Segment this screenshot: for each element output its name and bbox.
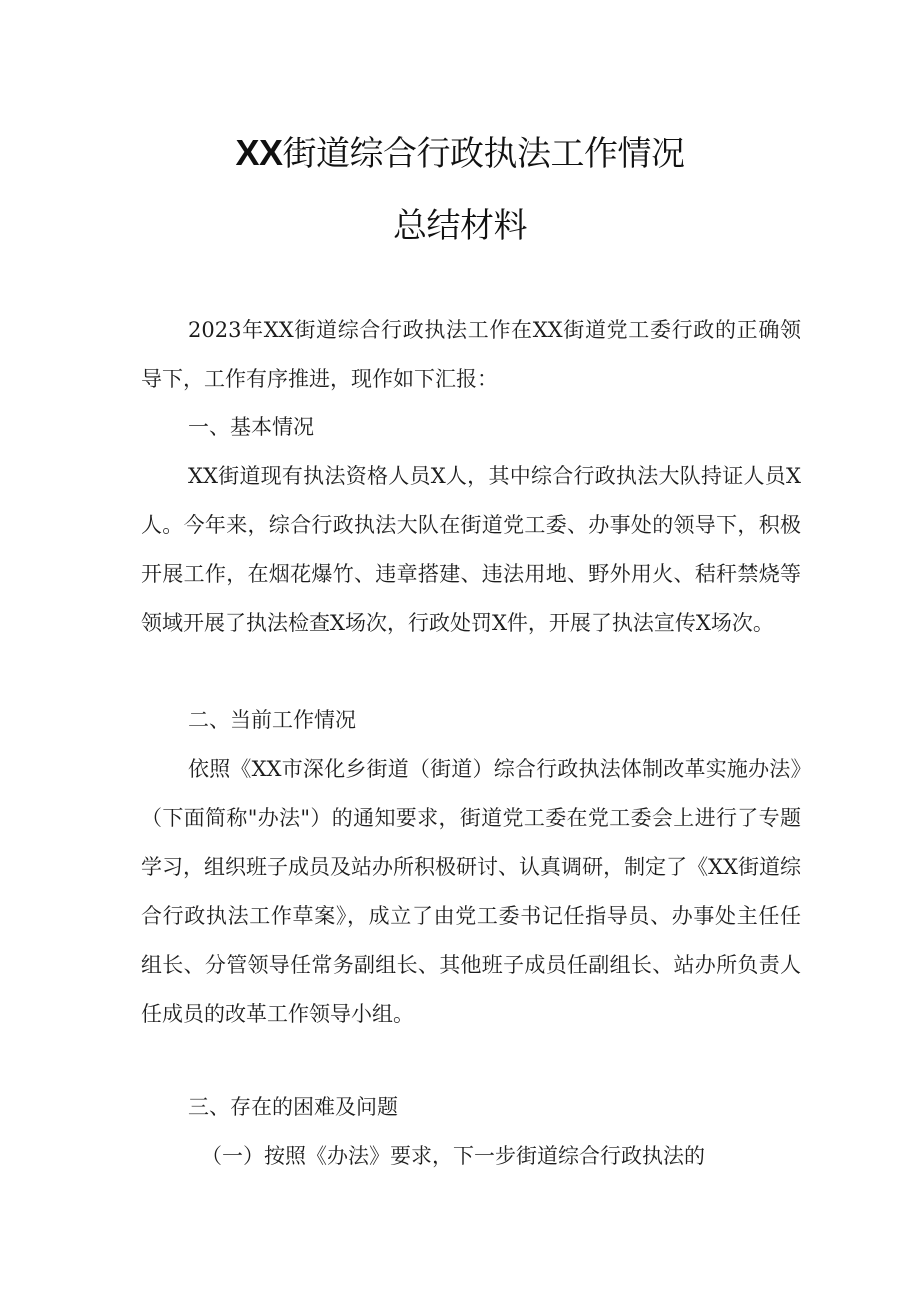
section-heading-problems: 三、存在的困难及问题 [188, 1095, 398, 1119]
current-work-paragraph: 依照《XX市深化乡街道（街道）综合行政执法体制改革实施办法》（下面简称"办法"）的通知要求，街道党工委在党工委会上进行了专题学习，组织班子成员及站办所积极研讨、认真调研，制定了《XX街道综合行政执法工作草案》，成立了由党工委书记任指导员、办事处主任任组长、分管领导任常务副组长、其他班子成员任副组长、站办所负责人任成员的改革工作领导小组。 [141, 757, 801, 1026]
section-heading-basic: 一、基本情况 [188, 415, 314, 439]
basic-situation-paragraph: XX街道现有执法资格人员X人，其中综合行政执法大队持证人员X人。今年来，综合行政执法大队在街道党工委、办事处的领导下，积极开展工作，在烟花爆竹、违章搭建、违法用地、野外用火、秸秆禁烧等领域开展了执法检查X场次，行政处罚X件，开展了执法宣传X场次。 [141, 464, 801, 635]
document-title-line1 [0, 133, 920, 174]
problems-item-1: （一）按照《办法》要求，下一步街道综合行政执法的 [201, 1144, 705, 1168]
section-heading-current: 二、当前工作情况 [188, 708, 356, 732]
title-prefix: XX [235, 132, 283, 173]
document-title-line2: 总结材料 [393, 206, 527, 246]
title-main: 街道综合行政执法工作情况 [282, 134, 685, 174]
intro-paragraph: 2023年XX街道综合行政执法工作在XX街道党工委行政的正确领导下，工作有序推进，现作如下汇报： [141, 318, 801, 391]
